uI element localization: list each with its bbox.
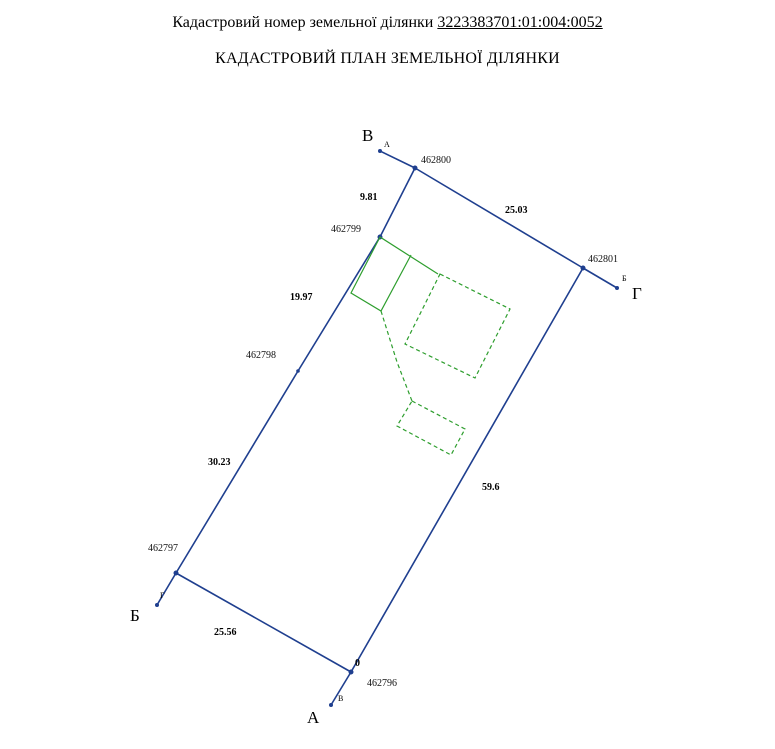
point-labels <box>148 155 618 689</box>
neighbor-small-g-near-b: Г <box>160 591 165 600</box>
start-marker: 0 <box>355 658 360 669</box>
label-462797: 462797 <box>148 543 178 554</box>
neighbor-big-v: В <box>362 126 374 145</box>
label-462799: 462799 <box>331 224 361 235</box>
building-path-dashed <box>381 311 412 401</box>
boundary-462797-462798 <box>176 371 298 573</box>
parcel-boundary <box>176 168 583 672</box>
neighbor-small-v-near-a: В <box>338 694 344 703</box>
boundary-462798-462799 <box>298 237 380 371</box>
label-462796: 462796 <box>367 678 397 689</box>
vertex-462796 <box>349 670 354 675</box>
label-462801: 462801 <box>588 254 618 265</box>
neighbor-letters <box>130 126 642 727</box>
neighbor-big-a: А <box>307 708 320 727</box>
neighbor-lines <box>157 151 617 705</box>
length-462797-462798: 30.23 <box>208 457 231 468</box>
cadastral-number: 3223383701:01:004:0052 <box>437 14 603 31</box>
neighbor-line-g <box>583 268 617 288</box>
plan-title: КАДАСТРОВИЙ ПЛАН ЗЕМЕЛЬНОЇ ДІЛЯНКИ <box>215 50 560 67</box>
length-462800-462801: 25.03 <box>505 205 528 216</box>
cadastral-prefix: Кадастровий номер земельної ділянки <box>172 14 434 31</box>
boundary-462796-462797 <box>176 573 351 672</box>
neighbor-big-g: Г <box>632 284 642 303</box>
boundary-462800-462801 <box>415 168 583 268</box>
neighbor-end-v <box>378 149 382 153</box>
length-462796-462797: 25.56 <box>214 627 237 638</box>
neighbor-line-v <box>380 151 415 168</box>
building-outline-solid <box>351 237 438 311</box>
label-462800: 462800 <box>421 155 451 166</box>
vertex-dots <box>155 149 619 707</box>
label-462798: 462798 <box>246 350 276 361</box>
length-462801-462796: 59.6 <box>482 482 500 493</box>
vertex-462800 <box>413 166 418 171</box>
length-462799-462800: 9.81 <box>360 192 378 203</box>
building-small-dashed <box>397 401 465 455</box>
vertex-462798 <box>296 369 300 373</box>
vertex-462801 <box>581 266 586 271</box>
neighbor-small-b-near-g: Б <box>622 274 627 283</box>
vertex-462797 <box>174 571 179 576</box>
neighbor-end-a <box>329 703 333 707</box>
neighbor-big-b: Б <box>130 606 140 625</box>
neighbor-small-a-near-v: А <box>384 140 390 149</box>
neighbor-end-b <box>155 603 159 607</box>
buildings <box>351 237 510 455</box>
boundary-462799-462800 <box>380 168 415 237</box>
length-462798-462799: 19.97 <box>290 292 313 303</box>
segment-length-labels <box>208 192 528 669</box>
neighbor-line-b <box>157 573 176 605</box>
boundary-462801-462796 <box>351 268 583 672</box>
building-large-dashed <box>405 274 510 378</box>
neighbor-end-g <box>615 286 619 290</box>
